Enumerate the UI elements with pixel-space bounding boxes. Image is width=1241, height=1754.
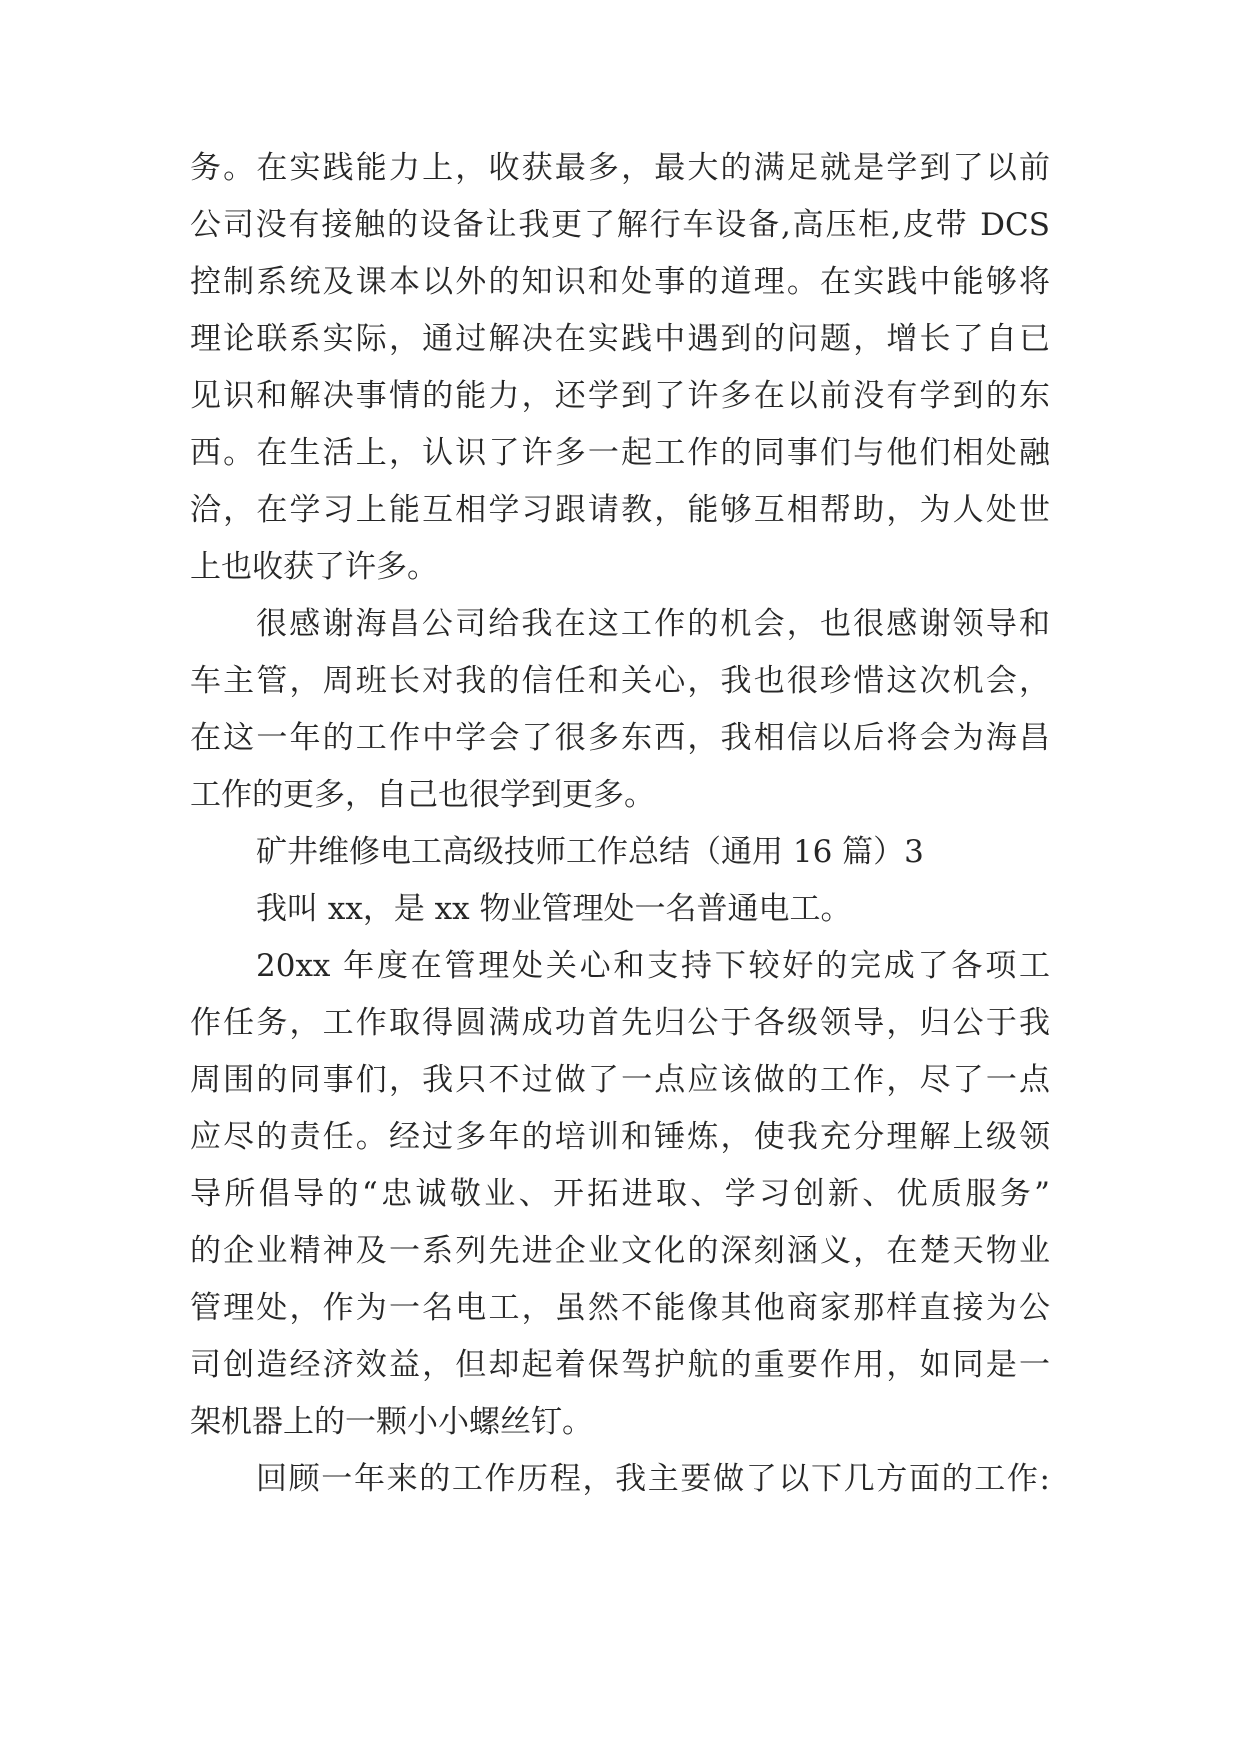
text-line: 作任务，工作取得圆满成功首先归公于各级领导，归公于我: [190, 1005, 1050, 1041]
text-line: 的企业精神及一系列先进企业文化的深刻涵义，在楚天物业: [190, 1233, 1050, 1269]
text-line: 公司没有接触的设备让我更了解行车设备,高压柜,皮带 DCS: [190, 207, 1050, 243]
text-line: 导所倡导的“忠诚敬业、开拓进取、学习创新、优质服务”: [190, 1176, 1050, 1212]
text-line: 洽，在学习上能互相学习跟请教，能够互相帮助，为人处世: [190, 492, 1050, 528]
text-line: 周围的同事们，我只不过做了一点应该做的工作，尽了一点: [190, 1062, 1050, 1098]
section-heading: 矿井维修电工高级技师工作总结（通用 16 篇）3: [256, 834, 924, 870]
text-line: 务。在实践能力上，收获最多，最大的满足就是学到了以前: [190, 150, 1050, 186]
text-line: 西。在生活上，认识了许多一起工作的同事们与他们相处融: [190, 435, 1050, 471]
text-line: 车主管，周班长对我的信任和关心，我也很珍惜这次机会，: [190, 663, 1050, 699]
text-line: 在这一年的工作中学会了很多东西，我相信以后将会为海昌: [190, 720, 1050, 756]
text-line: 架机器上的一颗小小螺丝钉。: [190, 1404, 593, 1440]
text-line: 上也收获了许多。: [190, 549, 438, 585]
text-line: 回顾一年来的工作历程，我主要做了以下几方面的工作:: [256, 1461, 1050, 1497]
text-line: 司创造经济效益，但却起着保驾护航的重要作用，如同是一: [190, 1347, 1050, 1383]
text-line: 20xx 年度在管理处关心和支持下较好的完成了各项工: [256, 948, 1050, 984]
text-line: 很感谢海昌公司给我在这工作的机会，也很感谢领导和: [256, 606, 1050, 642]
text-line: 控制系统及课本以外的知识和处事的道理。在实践中能够将: [190, 264, 1050, 300]
text-line: 管理处，作为一名电工，虽然不能像其他商家那样直接为公: [190, 1290, 1050, 1326]
text-line: 应尽的责任。经过多年的培训和锤炼，使我充分理解上级领: [190, 1119, 1050, 1155]
text-line: 见识和解决事情的能力，还学到了许多在以前没有学到的东: [190, 378, 1050, 414]
text-line: 理论联系实际，通过解决在实践中遇到的问题，增长了自已: [190, 321, 1050, 357]
text-line: 我叫 xx，是 xx 物业管理处一名普通电工。: [256, 891, 852, 927]
text-line: 工作的更多，自己也很学到更多。: [190, 777, 655, 813]
